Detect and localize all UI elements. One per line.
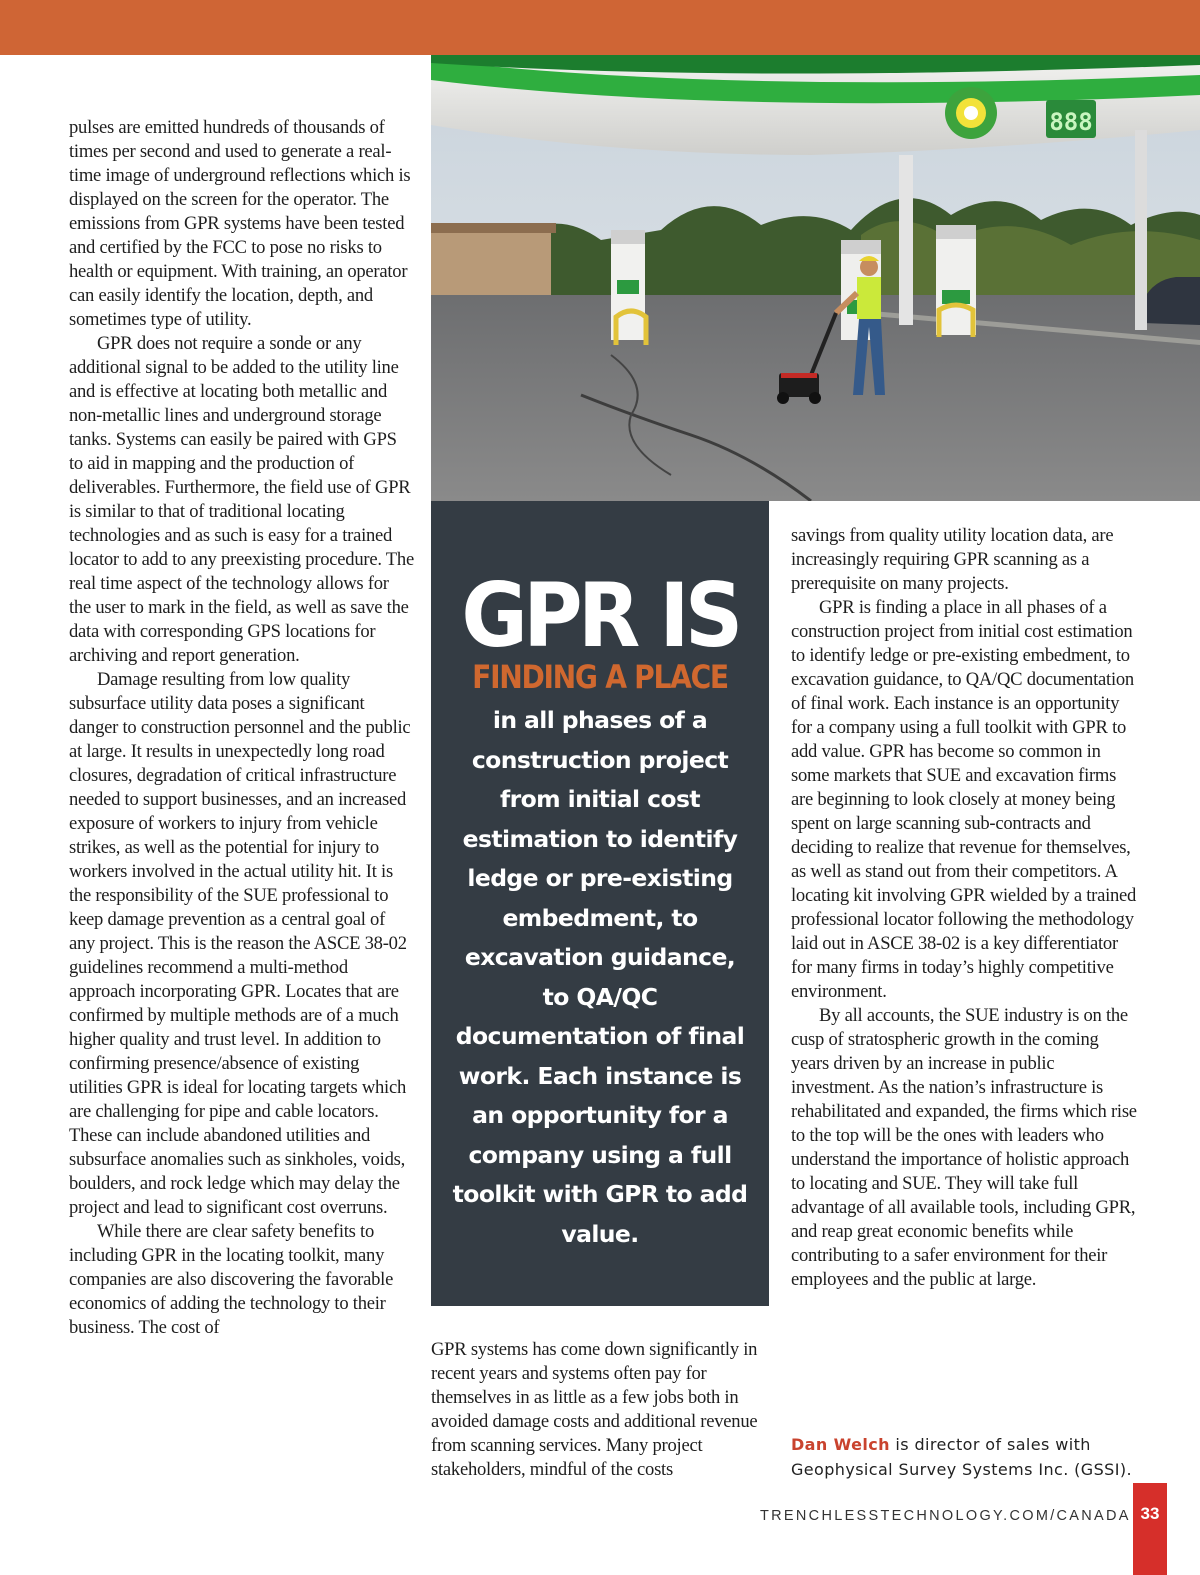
price-sign-digits: 888: [1049, 108, 1093, 136]
author-bio-text: is director of sales with Geophysical Survey Systems Inc. (GSSI).: [791, 1435, 1132, 1479]
article-column-left: [69, 116, 415, 1340]
article-column-middle: [431, 1338, 771, 1482]
pull-quote-box: [431, 501, 769, 1306]
author-name: Dan Welch: [791, 1435, 890, 1454]
left-paragraph-2: GPR does not require a sonde or any additional signal to be added to the utility line and is effective at locating both metallic and non-metallic lines and underground storage tanks. Systems can easily be paired with GPS to aid in mapping and the production of deliverables. Furthermore, the field use of GPR is similar to that of traditional locating technologies and as such is easy for a trained locator to add to any preexisting procedure. The real time aspect of the technology allows for the user to mark in the field, as well as save the data with corresponding GPS locations for archiving and report generation.: [69, 333, 414, 666]
left-paragraph-4: While there are clear safety benefits to including GPR in the locating toolkit, many companies are also discovering the favorable economics of adding the technology to their business. The cost of: [69, 1221, 394, 1338]
gas-station-gpr-photo: [431, 55, 1200, 501]
page-number-tab: [1133, 1483, 1167, 1575]
left-paragraph-3: Damage resulting from low quality subsurface utility data poses a significant danger to construction personnel and the public at large. It results in unexpectedly long road closures, degradation of critical infrastructure needed to support businesses, and an increased exposure of workers to injury from vehicle strikes, as well as the potential for injury to workers involved in the actual utility hit. It is the responsibility of the SUE professional to keep damage prevention as a central goal of any project. This is the reason the ASCE 38-02 guidelines recommend a multi-method approach incorporating GPR. Locates that are confirmed by multiple methods are of a much higher quality and trust level. In addition to confirming presence/absence of existing utilities GPR is ideal for locating targets which are challenging for pipe and cable locators. These can include abandoned utilities and subsurface anomalies such as sinkholes, voids, boulders, and rock ledge which may delay the project and lead to significant cost overruns.: [69, 669, 411, 1218]
right-paragraph-1: savings from quality utility location data, are increasingly requiring GPR scanning as a prerequisite on many projects.: [791, 525, 1114, 594]
left-paragraph-1: pulses are emitted hundreds of thousands of times per second and used to generate a real-time image of underground reflections which is displayed on the screen for the operator. The emissions from GPR systems have been tested and certified by the FCC to pose no risks to health or equipment. With training, an operator can easily identify the location, depth, and sometimes type of utility.: [69, 117, 411, 330]
page-number: 33: [1140, 1504, 1160, 1523]
author-bio: [791, 1432, 1151, 1482]
middle-paragraph-1: GPR systems has come down significantly in recent years and systems often pay for themselves in as little as a few jobs both in avoided damage costs and additional revenue from scanning services. Many project stakeholders, mindful of the costs: [431, 1339, 758, 1480]
right-paragraph-2: GPR is finding a place in all phases of a construction project from initial cost estimation to identify ledge or pre-existing embedment, to excavation guidance, to QA/QC documentation of final work. Each instance is an opportunity for a company using a full toolkit with GPR to add value. GPR has become so common in some markets that SUE and excavation firms are beginning to look closely at money being spent on large scanning sub-contracts and deciding to realize that revenue for themselves, as well as stand out from their competitors. A locating kit involving GPR wielded by a trained professional locator following the methodology laid out in ASCE 38-02 is a key differentiator for many firms in today’s highly competitive environment.: [791, 597, 1137, 1002]
footer-website: TRENCHLESSTECHNOLOGY.COM/CANADA: [760, 1508, 1131, 1524]
pull-quote-headline: GPR IS: [461, 564, 739, 667]
pull-quote-body: in all phases of a construction project from initial cost estimation to identify ledge or pre-existing embedment, to excavation guidance, to QA/QC documentation of final work. Each instance is an opportunity for a company using a full toolkit with GPR to add value.: [452, 706, 748, 1248]
pull-quote-subhead: FINDING A PLACE: [472, 658, 728, 696]
top-color-bar: [0, 0, 1200, 55]
article-column-right: [791, 524, 1137, 1292]
right-paragraph-3: By all accounts, the SUE industry is on the cusp of stratospheric growth in the coming years driven by an increase in public investment. As the nation’s infrastructure is rehabilitated and expanded, the firms which rise to the top will be the ones with leaders who understand the importance of holistic approach to locating and SUE. They will take full advantage of all available tools, including GPR, and reap great economic benefits while contributing to a safer environment for their employees and the public at large.: [791, 1005, 1137, 1290]
